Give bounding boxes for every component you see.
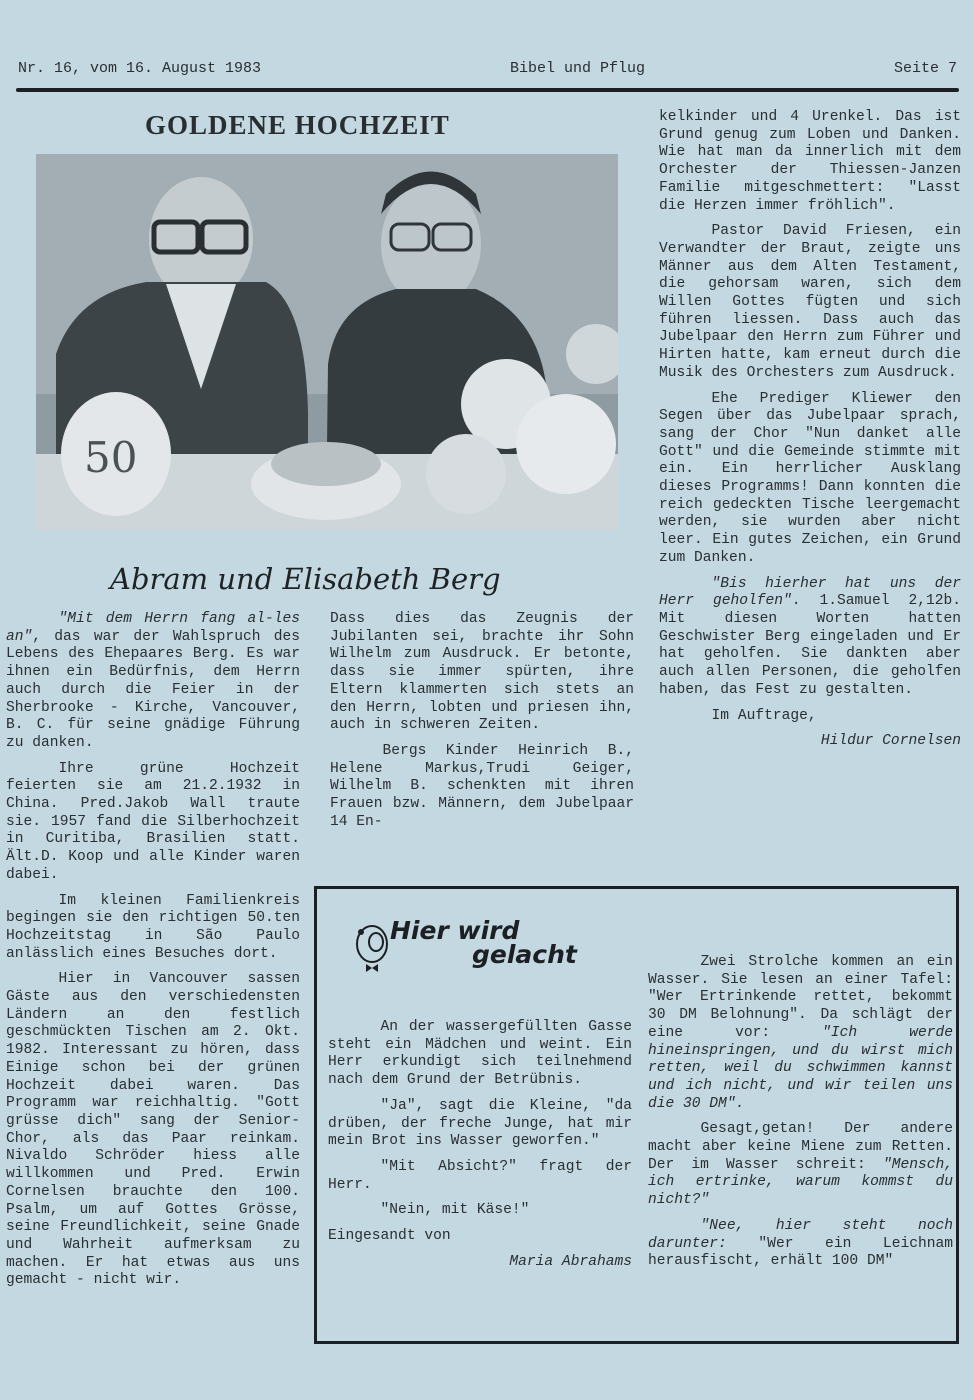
paragraph: Zwei Strolche kommen an ein Wasser. Sie lesen an einer Tafel: "Wer Ertrinkende rettet, bekommt 30 DM Belohnung". Da schlägt der eine vor: "Ich werde hineinspringen, und du wirst mich retten, weil du schwimmen kannst und ich nicht, und wir teilen uns die 30 DM". [648, 954, 953, 1112]
page-number: Seite 7 [893, 60, 957, 77]
paragraph: "Nein, mit Käse!" [380, 1202, 530, 1219]
paragraph: "Bis hierher hat uns der Herr geholfen". 1.Samuel 2,12b. Mit diesen Worten hatten Geschwister Berg eingeladen und Er hat geholfen. Sie dankten aber auch allen Personen, die geholfen haben, das Fest zu gestalten. [659, 575, 961, 698]
photo-caption: Abram und Elisabeth Berg [110, 562, 501, 596]
joke-2 [648, 954, 953, 1279]
page-header [18, 60, 957, 82]
paragraph: Gesagt,getan! Der andere macht aber keine Miene zum Retten. Der im Wasser schreit: "Mensch, ich ertrinke, warum kommst du nicht?" [648, 1121, 953, 1209]
paragraph: Bergs Kinder Heinrich B., Helene Markus,Trudi Geiger, Wilhelm B. schenkten mit ihren Frauen bzw. Männern, dem Jubelpaar 14 En- [330, 742, 634, 830]
photo-image [36, 154, 618, 530]
article-column-2 [330, 611, 634, 839]
couple-photo [36, 154, 618, 530]
svg-text:50: 50 [84, 433, 138, 482]
paragraph: Ehe Prediger Kliewer den Segen über das Jubelpaar sprach, sang der Chor "Nun danket alle Gott" und die Gemeinde stimmte mit ein. Ein herrlicher Ausklang dieses Programms! Dann konnten die reich gedeckten Tische leergemacht werden, sie wurden aber nicht leer. Ein gutes Zeichen, ein Grund zum Danken. [659, 390, 961, 566]
article-column-1 [6, 611, 300, 1298]
article-column-3 [659, 109, 961, 759]
paragraph: "Nee, hier steht noch darunter: "Wer ein Leichnam herausfischt, erhält 100 DM" [648, 1217, 953, 1270]
paragraph: Hier in Vancouver sassen Gäste aus den verschiedensten Ländern an den festlich geschmückten Tischen am 2. Okt. 1982. Interessant zu hören, dass Einige schon bei der grünen Hochzeit dabei waren. Das Programm war reichhaltig. "Gott grüsse dich" sang der Senior-Chor, als das Paar reinkam. Nivaldo Schröder hiess alle willkommen und Pred. Erwin Cornelsen brauchte den 100. Psalm, um auf Gottes Grösse, seine Freundlichkeit, seine Gnade und Wahrheit aufmerksam zu machen. Er hat etwas aus uns gemacht - nicht wir. [6, 971, 300, 1289]
publication-name: Bibel und Pflug [510, 60, 646, 77]
humor-heading [352, 914, 652, 974]
submitted-label: Eingesandt von [328, 1228, 451, 1245]
paragraph: Im kleinen Familienkreis begingen sie den richtigen 50.ten Hochzeitstag in São Paulo anlässlich eines Besuches dort. [6, 892, 300, 962]
closing: Im Auftrage, [711, 707, 817, 724]
cartoon-face-icon [352, 920, 390, 972]
paragraph: "Mit dem Herrn fang al-les an", das war der Wahlspruch des Lebens des Ehepaares Berg. Es war ihnen ein Bedürfnis, dem Herrn auch durch die Feier in der Sherbrooke - Kirche, Vancouver, B. C. für seine gnädige Führung zu danken. [6, 611, 300, 751]
paragraph: Pastor David Friesen, ein Verwandter der Braut, zeigte uns Männer aus dem Alten Testament, die gehorsam waren, sich dem Willen Gottes fügten und sich führen liessen. Dass auch das Jubelpaar den Herrn zum Führer und Hirten hatte, kam erneut durch die Musik des Orchesters zum Ausdruck. [659, 223, 961, 381]
issue-date: Nr. 16, vom 16. August 1983 [18, 60, 262, 77]
submitted-by: Maria Abrahams [509, 1253, 632, 1270]
paragraph: "Ja", sagt die Kleine, "da drüben, der freche Junge, hat mir mein Brot ins Wasser geworfen." [328, 1097, 632, 1150]
paragraph: An der wassergefüllten Gasse steht ein Mädchen und weint. Ein Herr erkundigt sich teilnehmend nach dem Grund der Betrübnis. [328, 1019, 632, 1089]
paragraph: kelkinder und 4 Urenkel. Das ist Grund genug zum Loben und Danken. Wie hat man da innerlich mit dem Orchester der Thiessen-Janzen Familie mitgeschmettert: "Lasst die Herzen immer fröhlich". [659, 109, 961, 214]
humor-heading-line-2: gelacht [472, 940, 577, 969]
joke-1 [328, 1019, 632, 1279]
paragraph: Ihre grüne Hochzeit feierten sie am 21.2.1932 in China. Pred.Jakob Wall traute sie. 1957 fand die Silberhochzeit in Curitiba, Brasilien statt. Ält.D. Koop und alle Kinder waren dabei. [6, 760, 300, 883]
humor-heading-line-1: Hier wird [390, 916, 520, 945]
paragraph: Dass dies das Zeugnis der Jubilanten sei, brachte ihr Sohn Wilhelm zum Ausdruck. Er betonte, dass sie immer spürten, ihre Eltern klammerten sich stets an den Herrn, lobten und priesen ihn, auch in schweren Zeiten. [330, 611, 634, 734]
paragraph: "Mit Absicht?" fragt der Herr. [328, 1158, 632, 1193]
author-signature: Hildur Cornelsen [820, 733, 961, 750]
header-rule [16, 88, 959, 92]
article-title: GOLDENE HOCHZEIT [145, 110, 450, 140]
